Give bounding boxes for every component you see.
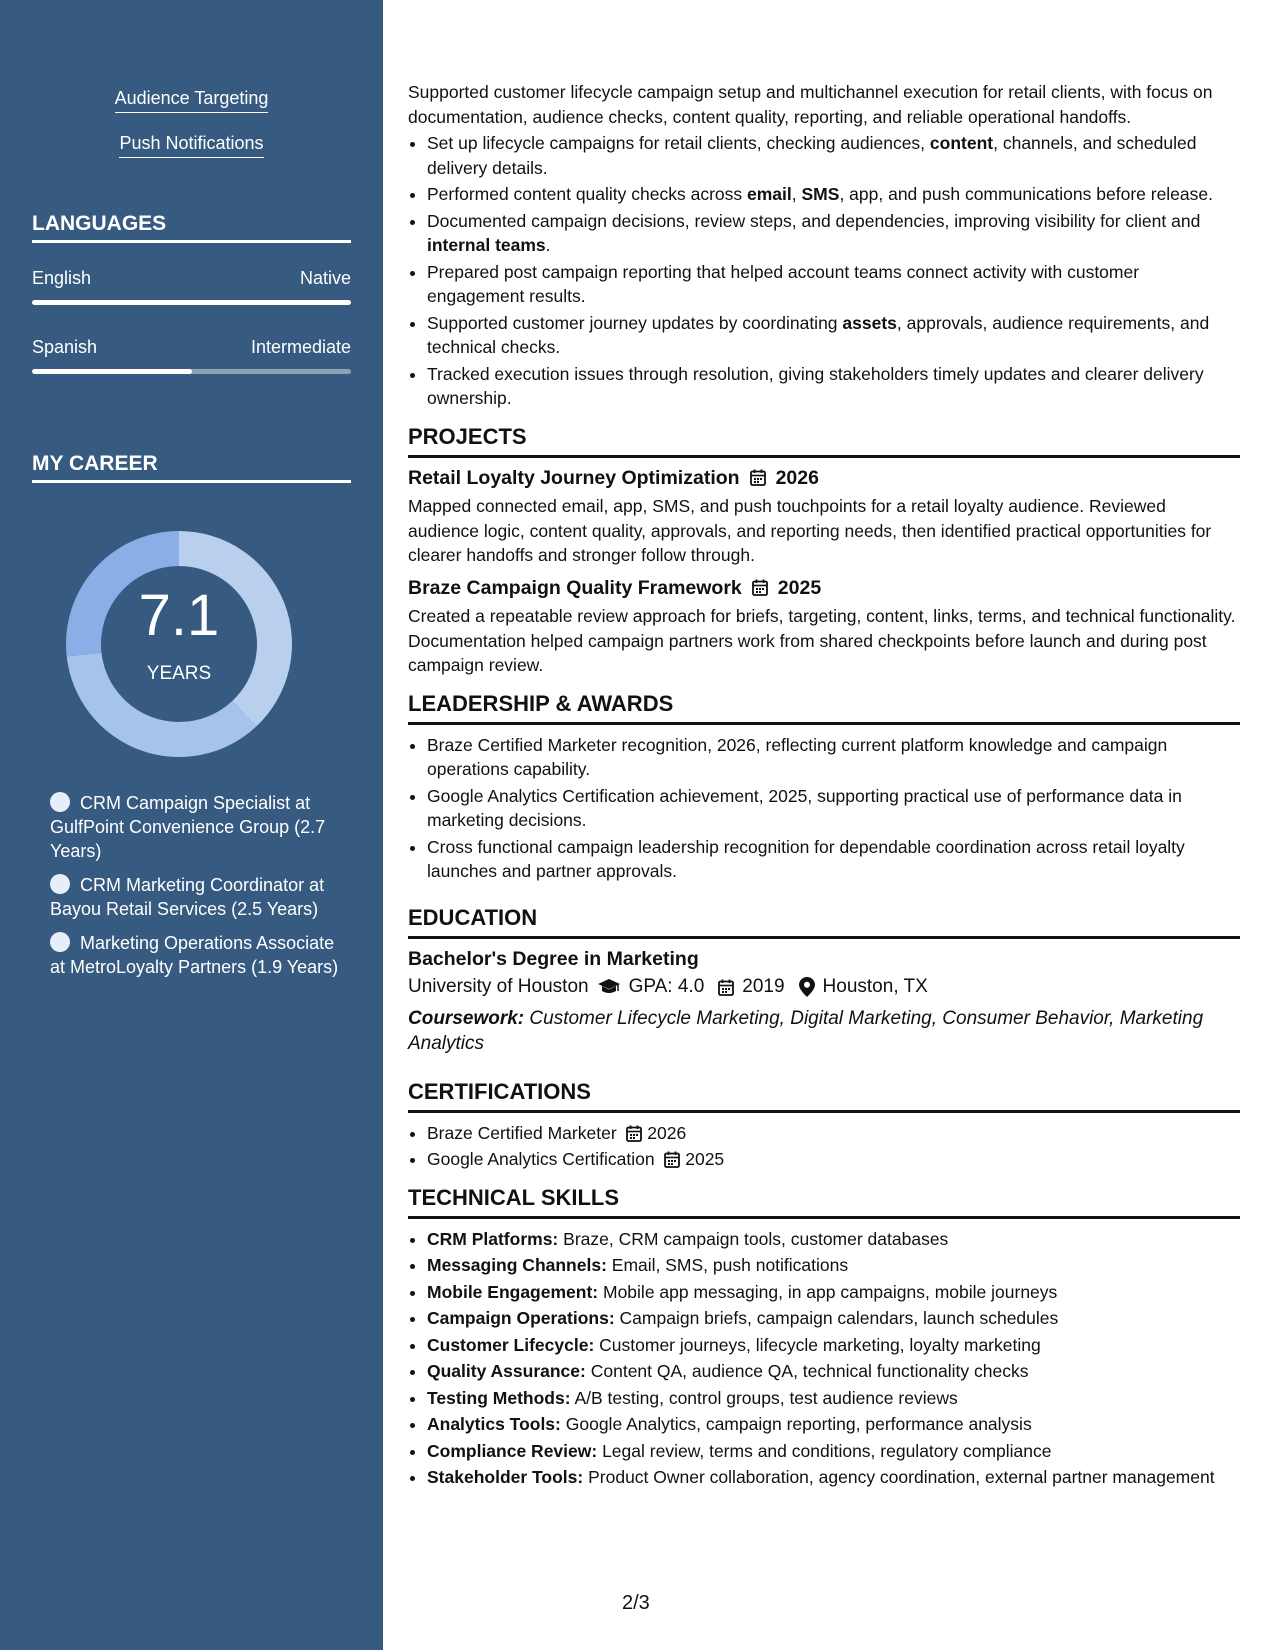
skill-item <box>427 1280 1240 1305</box>
project-title-row <box>408 466 1240 491</box>
education-year: 2019 <box>742 976 785 997</box>
award-item: • Cross functional campaign leadership recognition for dependable coordination across retail loyalty launches and partner approvals. <box>427 835 1240 884</box>
bullet-text: Tracked execution issues through resolution, giving stakeholders timely updates and clearer delivery ownership. <box>427 363 1204 408</box>
skill-label: Messaging Channels: <box>427 1255 607 1275</box>
skill-item <box>427 1227 1240 1252</box>
skill-tag <box>0 133 383 158</box>
bullet-text: Performed content quality checks across <box>427 184 748 204</box>
education-section <box>408 904 1240 1056</box>
bullet-text: . <box>545 235 551 255</box>
experience-bullet <box>427 311 1240 360</box>
award-item: • Google Analytics Certification achievement, 2025, supporting practical use of performance data in marketing decisions. <box>427 784 1240 833</box>
bullet-keyword: content <box>929 133 994 153</box>
language-row <box>32 268 351 289</box>
certification-name: Braze Certified Marketer <box>427 1122 617 1143</box>
certification-year: 2026 <box>647 1122 687 1143</box>
skill-value: Content QA, audience QA, technical functionality checks <box>590 1361 1029 1381</box>
career-donut-chart <box>66 531 292 757</box>
language-proficiency-fill <box>32 300 351 305</box>
calendar-icon <box>750 469 766 486</box>
language-proficiency-fill <box>32 369 192 374</box>
coursework-text: Customer Lifecycle Marketing, Digital Marketing, Consumer Behavior, Marketing Analytics <box>408 1007 1204 1054</box>
bullet-keyword: internal teams <box>427 235 546 255</box>
career-item-text: Marketing Operations Associate at MetroLoyalty Partners (1.9 Years) <box>50 933 339 977</box>
skill-label: Mobile Engagement: <box>427 1281 599 1302</box>
bullet-text: Documented campaign decisions, review steps, and dependencies, improving visibility for client and <box>427 210 1201 231</box>
career-item <box>50 873 340 921</box>
career-total-years: 7.1 <box>138 583 220 648</box>
skill-label: Customer Lifecycle: <box>427 1334 595 1355</box>
experience-bullet <box>427 260 1240 309</box>
skill-label: CRM Platforms: <box>427 1228 559 1249</box>
bullet-text: , channels, and scheduled delivery details. <box>427 133 1197 178</box>
project-description: Created a repeatable review approach for briefs, targeting, content, links, terms, and technical functionality. Documentation helped campaign partners work from shared checkpoints before launch and during post campaign review. <box>408 606 1236 675</box>
skill-label: Stakeholder Tools: <box>427 1467 584 1487</box>
project-description: Mapped connected email, app, SMS, and push touchpoints for a retail loyalty audience. Reviewed audience logic, content quality, approvals, and reporting needs, then identified practical opportunities for clearer handoffs and stronger follow through. <box>408 496 1212 565</box>
skill-label: Compliance Review: <box>427 1440 598 1461</box>
career-item <box>50 791 340 863</box>
languages-heading: LANGUAGES <box>32 212 351 243</box>
experience-bullet <box>427 182 1240 207</box>
education-meta <box>408 975 1240 1000</box>
language-proficiency-bar <box>32 300 351 305</box>
skill-value: A/B testing, control groups, test audience reviews <box>574 1387 958 1408</box>
sidebar <box>0 0 383 1650</box>
career-list <box>50 791 340 989</box>
education-coursework <box>408 1006 1240 1056</box>
skill-label: Testing Methods: <box>427 1387 571 1408</box>
career-item-text: CRM Campaign Specialist at GulfPoint Convenience Group (2.7 Years) <box>50 793 326 861</box>
bullet-text: Supported customer journey updates by coordinating <box>427 312 843 333</box>
experience-summary: Supported customer lifecycle campaign setup and multichannel execution for retail clients, with focus on documentation, audience checks, content quality, reporting, and reliable operational handoffs. <box>408 82 1213 127</box>
award-item: • Braze Certified Marketer recognition, 2026, reflecting current platform knowledge and campaign operations capability. <box>427 733 1240 782</box>
skill-tag-label: Push Notifications <box>119 133 263 158</box>
skill-item <box>427 1439 1240 1464</box>
skill-item <box>427 1412 1240 1437</box>
awards-section <box>408 690 1240 884</box>
career-dot-icon <box>50 792 70 812</box>
skill-item <box>427 1386 1240 1411</box>
career-heading: MY CAREER <box>32 452 351 483</box>
projects-section <box>408 423 1240 678</box>
page-number: 2/3 <box>622 1592 650 1614</box>
skill-value: Braze, CRM campaign tools, customer databases <box>563 1228 949 1249</box>
skill-value: Mobile app messaging, in app campaigns, mobile journeys <box>603 1281 1058 1302</box>
skill-tag-label: Audience Targeting <box>115 88 269 113</box>
career-unit-label: YEARS <box>146 663 212 684</box>
skill-item <box>427 1359 1240 1384</box>
skill-value: Legal review, terms and conditions, regulatory compliance <box>602 1440 1052 1461</box>
skill-item <box>427 1306 1240 1331</box>
awards-heading: LEADERSHIP & AWARDS <box>408 690 1240 725</box>
language-proficiency-bar <box>32 369 351 374</box>
skill-label: Campaign Operations: <box>427 1308 615 1328</box>
education-degree: Bachelor's Degree in Marketing <box>408 947 699 970</box>
project-title-row <box>408 576 1240 601</box>
skills-section <box>408 1184 1240 1490</box>
bullet-text: Prepared post campaign reporting that helped account teams connect activity with customer engagement results. <box>427 261 1140 306</box>
calendar-icon <box>664 1151 680 1168</box>
certifications-section <box>408 1078 1240 1172</box>
bullet-text: , approvals, audience requirements, and technical checks. <box>427 312 1210 357</box>
project-title: Braze Campaign Quality Framework <box>408 576 742 599</box>
project-year: 2026 <box>775 466 819 489</box>
location-pin-icon <box>799 977 815 997</box>
experience-bullets <box>408 131 1240 411</box>
skill-value: Campaign briefs, campaign calendars, launch schedules <box>619 1308 1059 1328</box>
skill-label: Analytics Tools: <box>427 1414 561 1434</box>
project-title: Retail Loyalty Journey Optimization <box>408 466 740 489</box>
skill-label: Quality Assurance: <box>427 1361 586 1381</box>
calendar-icon <box>718 979 734 996</box>
skill-value: Product Owner collaboration, agency coordination, external partner management <box>588 1467 1215 1487</box>
skill-value: Email, SMS, push notifications <box>611 1255 849 1275</box>
calendar-icon <box>752 579 768 596</box>
certification-name: Google Analytics Certification <box>427 1149 655 1169</box>
project-year: 2025 <box>777 576 822 599</box>
main-content <box>408 80 1240 1492</box>
education-location: Houston, TX <box>822 976 928 997</box>
language-name: Spanish <box>32 337 98 357</box>
certification-year: 2025 <box>685 1149 725 1169</box>
certification-item <box>427 1147 1240 1172</box>
experience-bullet <box>427 209 1240 258</box>
calendar-icon <box>626 1125 642 1142</box>
education-heading: EDUCATION <box>408 904 1240 939</box>
experience-bullet <box>427 131 1240 180</box>
bullet-keyword: SMS <box>801 184 840 204</box>
career-dot-icon <box>50 874 70 894</box>
language-name: English <box>32 268 92 288</box>
projects-heading: PROJECTS <box>408 423 1240 458</box>
graduation-cap-icon <box>597 978 621 996</box>
career-dot-icon <box>50 932 70 952</box>
bullet-text: , <box>791 184 802 204</box>
awards-list <box>408 733 1240 884</box>
certifications-list <box>408 1121 1240 1172</box>
skill-value: Customer journeys, lifecycle marketing, loyalty marketing <box>599 1334 1041 1355</box>
education-school: University of Houston <box>408 976 589 997</box>
skill-item <box>427 1465 1240 1490</box>
language-level: Native <box>299 268 351 288</box>
skills-list <box>408 1227 1240 1490</box>
experience-bullet <box>427 362 1240 411</box>
skill-item <box>427 1253 1240 1278</box>
skills-heading: TECHNICAL SKILLS <box>408 1184 1240 1219</box>
certification-item <box>427 1121 1240 1146</box>
career-item <box>50 931 340 979</box>
language-level: Intermediate <box>250 337 351 357</box>
education-gpa: GPA: 4.0 <box>628 976 705 997</box>
skill-item <box>427 1333 1240 1358</box>
career-item-text: CRM Marketing Coordinator at Bayou Retail Services (2.5 Years) <box>50 875 325 919</box>
coursework-label: Coursework: <box>408 1007 525 1029</box>
skill-value: Google Analytics, campaign reporting, performance analysis <box>565 1414 1032 1434</box>
bullet-keyword: email <box>747 184 792 204</box>
bullet-text: , app, and push communications before release. <box>839 184 1213 204</box>
language-row <box>32 337 351 358</box>
skill-tag <box>0 88 383 113</box>
bullet-text: Set up lifecycle campaigns for retail clients, checking audiences, <box>427 133 930 153</box>
bullet-keyword: assets <box>842 312 897 333</box>
certifications-heading: CERTIFICATIONS <box>408 1078 1240 1113</box>
